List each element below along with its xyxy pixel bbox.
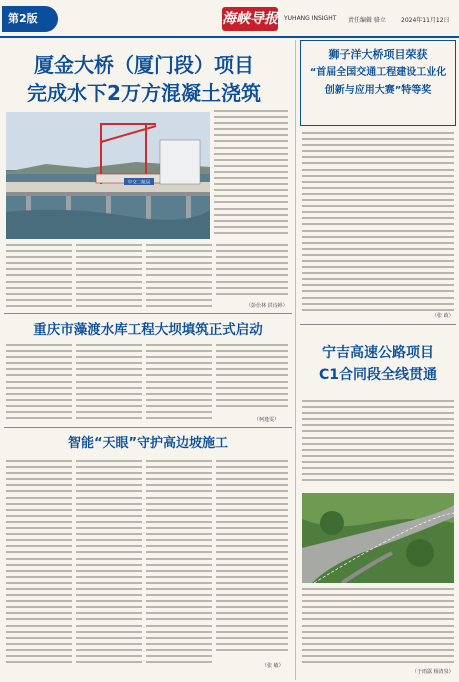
lead-body-col3 (76, 244, 142, 310)
lead-photo (6, 112, 210, 239)
divider-lead (4, 313, 292, 314)
lead-body-col1 (214, 110, 288, 238)
page-number: 第2版 (2, 6, 58, 32)
lead-body-col5 (216, 244, 288, 302)
lead-headline (4, 40, 284, 120)
smart-body-col4 (216, 460, 288, 660)
newspaper-logo (222, 7, 278, 31)
issue-date: 2024年11月12日 (401, 17, 450, 24)
smart-body-col2 (76, 460, 142, 670)
lion-body (302, 132, 454, 316)
smart-credit: （张 敏） (262, 663, 284, 669)
lead-body-col4 (146, 244, 212, 310)
lead-title-line1: 厦金大桥（厦门段）项目 (34, 53, 254, 77)
lion-title-line3: 创新与应用大赛”特等奖 (324, 85, 432, 96)
reservoir-title: 重庆市藻渡水库工程大坝填筑正式启动 (33, 322, 263, 338)
reservoir-body-col4 (216, 344, 288, 414)
column-divider (295, 40, 296, 680)
reservoir-credit: （柯逸雯） (254, 417, 280, 423)
lion-title-line2: “首届全国交通工程建设工业化 (309, 67, 447, 78)
ningji-body-top (302, 400, 454, 488)
lead-credit: （彭仕林 洪诗婷） (246, 303, 288, 309)
logo-text: 海峡导报 (222, 11, 278, 27)
divider-reservoir (4, 427, 292, 428)
ningji-title-line1: 宁吉高速公路项目 (322, 345, 434, 361)
lion-title-line1: 狮子洋大桥项目荣获 (328, 48, 428, 61)
ningji-photo (302, 493, 454, 583)
smart-body-col3 (146, 460, 212, 670)
editor-credit: 责任编辑 骆立 (348, 17, 386, 24)
reservoir-body-col1 (6, 344, 72, 424)
smart-eye-title: 智能“天眼”守护高边坡施工 (67, 436, 229, 451)
divider-lion (300, 324, 456, 325)
photo-badge: 中交二航局 (127, 180, 151, 186)
masthead (0, 0, 459, 38)
lead-body-col2 (6, 244, 72, 310)
reservoir-body-col3 (146, 344, 212, 424)
smart-body-col1 (6, 460, 72, 670)
lead-title-line2: 完成水下2万方混凝土浇筑 (27, 81, 261, 105)
ningji-credit: （于雨露 杨清泉） (412, 669, 454, 675)
masthead-rule (0, 36, 459, 38)
section-name: YUHANG INSIGHT (284, 15, 337, 22)
reservoir-body-col2 (76, 344, 142, 424)
ningji-body-bottom (302, 588, 454, 668)
lion-credit: （张 政） (432, 313, 454, 319)
ningji-title-line2: C1合同段全线贯通 (318, 367, 437, 383)
